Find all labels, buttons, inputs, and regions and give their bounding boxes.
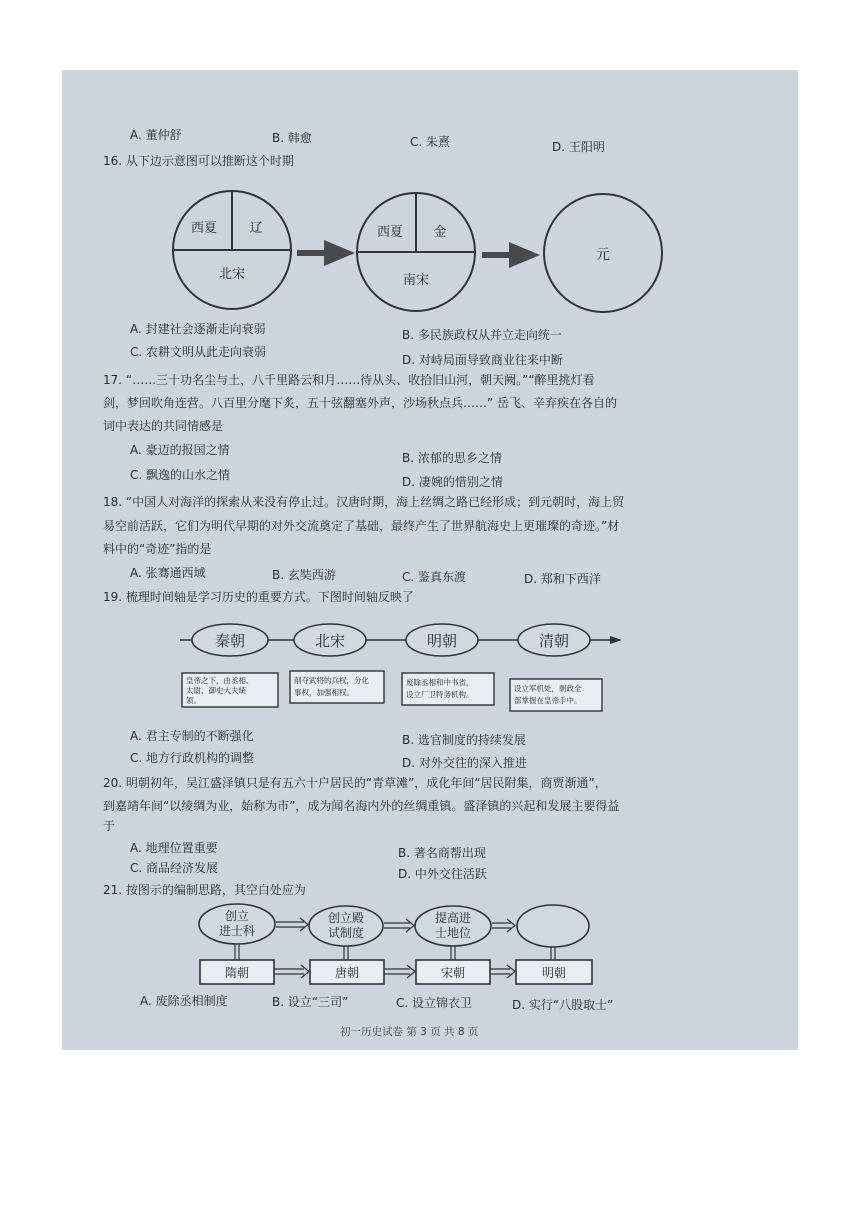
svg-text:创立殿: 创立殿 bbox=[327, 911, 365, 925]
svg-text:明朝: 明朝 bbox=[541, 966, 567, 980]
arrow-right-icon bbox=[610, 636, 622, 644]
page-footer: 初一历史试卷 第 3 页 共 8 页 bbox=[340, 1026, 479, 1038]
timeline-node-ming bbox=[406, 624, 478, 656]
q16-option-a: A. 封建社会逐渐走向衰弱 bbox=[130, 322, 266, 336]
svg-text:领。: 领。 bbox=[186, 696, 201, 705]
box-ming bbox=[516, 960, 592, 984]
q17-stem-line-2: 剑，梦回吹角连营。八百里分麾下炙，五十弦翻塞外声，沙场秋点兵……” 岳飞、辛弃疾在各自的 bbox=[103, 396, 618, 410]
svg-text:太尉、御史大夫统: 太尉、御史大夫统 bbox=[186, 686, 246, 695]
box-song bbox=[416, 960, 490, 984]
oval-palace-exam bbox=[309, 906, 383, 946]
label-northern-song: 北宋 bbox=[218, 267, 246, 282]
q19-option-b: B. 选官制度的持续发展 bbox=[402, 733, 526, 747]
timeline-box-northern-song bbox=[290, 671, 384, 703]
q17-option-a: A. 豪迈的报国之情 bbox=[130, 443, 230, 457]
svg-text:部掌握在皇帝手中。: 部掌握在皇帝手中。 bbox=[514, 696, 582, 705]
svg-text:清朝: 清朝 bbox=[538, 632, 570, 650]
label-southern-song: 南宋 bbox=[402, 273, 430, 288]
circle-southern-song-era bbox=[357, 193, 475, 311]
timeline-box-qin bbox=[182, 673, 278, 707]
timeline-box-qing bbox=[510, 679, 602, 711]
timeline-node-qing bbox=[518, 624, 590, 656]
svg-text:设立厂卫特务机构。: 设立厂卫特务机构。 bbox=[406, 690, 474, 699]
svg-text:创立: 创立 bbox=[224, 909, 250, 923]
q18-option-a: A. 张骞通西域 bbox=[130, 566, 206, 580]
q18-stem-line-3: 料中的“奇迹”指的是 bbox=[103, 542, 212, 556]
q16-stem: 16. 从下边示意图可以推断这个时期 bbox=[103, 154, 294, 168]
svg-text:秦朝: 秦朝 bbox=[214, 632, 246, 650]
oval-raise-jinshi-status bbox=[415, 906, 491, 946]
q19-option-c: C. 地方行政机构的调整 bbox=[130, 751, 255, 765]
q20-option-a: A. 地理位置重要 bbox=[130, 841, 218, 855]
box-sui bbox=[200, 960, 274, 984]
q20-option-d: D. 中外交往活跃 bbox=[398, 867, 487, 881]
q17-stem-line-3: 词中表达的共同情感是 bbox=[103, 419, 224, 433]
timeline-box-ming bbox=[402, 673, 494, 705]
double-arrow-icon bbox=[490, 965, 515, 978]
q21-option-d: D. 实行“八股取士” bbox=[512, 998, 614, 1012]
svg-text:皇帝之下，由丞相、: 皇帝之下，由丞相、 bbox=[186, 676, 254, 685]
oval-blank-answer bbox=[517, 905, 589, 947]
q21-exam-system-diagram bbox=[190, 902, 610, 996]
q20-stem-line-3: 于 bbox=[103, 819, 116, 833]
svg-text:士地位: 士地位 bbox=[434, 926, 472, 940]
svg-text:提高进: 提高进 bbox=[434, 911, 472, 925]
q16-option-c: C. 农耕文明从此走向衰弱 bbox=[130, 345, 267, 359]
q17-option-b: B. 浓郁的思乡之情 bbox=[402, 451, 502, 465]
q16-option-d: D. 对峙局面导致商业往来中断 bbox=[402, 353, 563, 367]
q20-option-b: B. 著名商帮出现 bbox=[398, 846, 486, 860]
q15-option-c: C. 朱熹 bbox=[410, 135, 451, 149]
label-yuan: 元 bbox=[596, 247, 610, 263]
q15-option-a: A. 董仲舒 bbox=[130, 128, 182, 142]
label-jin: 金 bbox=[433, 225, 447, 240]
q21-option-a: A. 废除丞相制度 bbox=[140, 994, 228, 1008]
q17-option-d: D. 凄婉的惜别之情 bbox=[402, 475, 503, 489]
double-arrow-icon bbox=[492, 919, 515, 932]
q19-option-a: A. 君主专制的不断强化 bbox=[130, 729, 254, 743]
timeline-node-northern-song bbox=[294, 624, 366, 656]
vertical-connectors bbox=[235, 944, 555, 960]
svg-text:明朝: 明朝 bbox=[426, 632, 458, 650]
svg-text:废除丞相和中书省，: 废除丞相和中书省， bbox=[406, 678, 474, 687]
q16-regime-diagram bbox=[160, 180, 680, 320]
q20-stem-line-1: 20. 明朝初年，吴江盛泽镇只是有五六十户居民的“青草滩”，成化年间“居民附集，商贾渐通”， bbox=[103, 776, 607, 790]
svg-text:隋朝: 隋朝 bbox=[224, 966, 250, 980]
q16-option-b: B. 多民族政权从并立走向统一 bbox=[402, 328, 562, 342]
q21-option-b: B. 设立“三司” bbox=[272, 995, 349, 1009]
svg-text:宋朝: 宋朝 bbox=[440, 966, 466, 980]
double-arrow-icon bbox=[274, 965, 309, 978]
q21-stem: 21. 按图示的编制思路，其空白处应为 bbox=[103, 883, 306, 897]
arrow-right-icon bbox=[482, 242, 540, 268]
q19-timeline-diagram bbox=[170, 615, 630, 725]
svg-text:唐朝: 唐朝 bbox=[334, 966, 360, 980]
q18-option-d: D. 郑和下西洋 bbox=[524, 572, 601, 586]
box-tang bbox=[310, 960, 384, 984]
svg-text:试制度: 试制度 bbox=[327, 926, 365, 940]
q17-option-c: C. 飘逸的山水之情 bbox=[130, 468, 231, 482]
q20-stem-line-2: 到嘉靖年间“以绫绸为业，始称为市”，成为闻名海内外的丝绸重镇。盛泽镇的兴起和发展主要得益 bbox=[103, 799, 620, 813]
label-xixia-2: 西夏 bbox=[376, 225, 404, 240]
q20-option-c: C. 商品经济发展 bbox=[130, 861, 219, 875]
svg-text:北宋: 北宋 bbox=[314, 632, 346, 650]
q21-option-c: C. 设立锦衣卫 bbox=[396, 996, 473, 1010]
q18-option-c: C. 鉴真东渡 bbox=[402, 570, 467, 584]
circle-northern-song-era bbox=[173, 191, 291, 309]
q15-option-d: D. 王阳明 bbox=[552, 140, 605, 154]
arrow-right-icon bbox=[297, 240, 355, 266]
q19-option-d: D. 对外交往的深入推进 bbox=[402, 756, 527, 770]
timeline-node-qin bbox=[192, 624, 268, 656]
double-arrow-icon bbox=[384, 965, 415, 978]
circle-yuan-era bbox=[544, 194, 662, 312]
q18-stem-line-2: 易空前活跃，它们为明代早期的对外交流奠定了基础，最终产生了世界航海史上更璀璨的奇迹。”材 bbox=[103, 519, 620, 533]
svg-text:削夺武将的兵权，分化: 削夺武将的兵权，分化 bbox=[294, 676, 369, 685]
q18-option-b: B. 玄奘西游 bbox=[272, 568, 336, 582]
oval-create-jinshi bbox=[199, 904, 275, 944]
double-arrow-icon bbox=[384, 919, 414, 932]
q19-stem: 19. 梳理时间轴是学习历史的重要方式。下图时间轴反映了 bbox=[103, 590, 414, 604]
double-arrow-icon bbox=[276, 918, 308, 931]
svg-text:设立军机处，朝政全: 设立军机处，朝政全 bbox=[514, 684, 582, 693]
label-xixia-1: 西夏 bbox=[190, 221, 218, 236]
q18-stem-line-1: 18. “中国人对海洋的探索从来没有停止过。汉唐时期，海上丝绸之路已经形成；到元朝时，海上贸 bbox=[103, 495, 625, 509]
svg-text:进士科: 进士科 bbox=[218, 924, 256, 938]
svg-text:事权，加强相权。: 事权，加强相权。 bbox=[294, 688, 354, 697]
q17-stem-line-1: 17. “……三十功名尘与土，八千里路云和月……待从头、收拾旧山河，朝天阙。”“醉里挑灯看 bbox=[103, 373, 595, 387]
label-liao: 辽 bbox=[249, 221, 263, 236]
q15-option-b: B. 韩愈 bbox=[272, 131, 312, 145]
